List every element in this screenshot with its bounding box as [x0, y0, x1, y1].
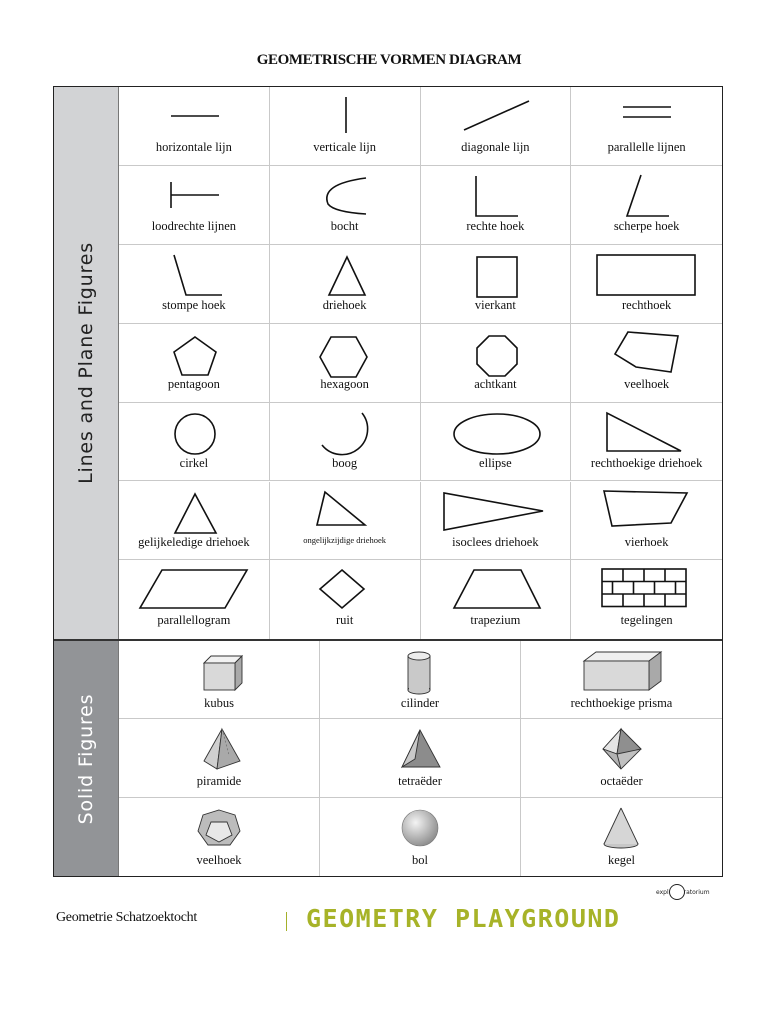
- isosceles-triangle-icon: [421, 482, 572, 540]
- shape-label: gelijkeledige driehoek: [138, 534, 250, 549]
- shape-cell-perpendicular-lines: [119, 166, 270, 245]
- page-title: GEOMETRISCHE VORMEN DIAGRAM: [256, 52, 522, 68]
- obtuse-angle-icon: [119, 245, 270, 303]
- shape-label: bol: [412, 852, 428, 867]
- exploratorium-logo: [656, 889, 710, 896]
- curve-icon: [270, 166, 421, 224]
- right-triangle-icon: [571, 403, 722, 461]
- shape-label: ellipse: [479, 455, 512, 470]
- solid-cell-pyramid: [119, 719, 320, 797]
- shape-label: scherpe hoek: [613, 218, 680, 233]
- shape-cell-circle: [119, 403, 270, 482]
- octahedron-icon: [521, 719, 722, 777]
- pyramid-icon: [119, 719, 320, 777]
- sphere-icon: [320, 798, 521, 856]
- shape-label: verticale lijn: [313, 140, 377, 154]
- parallelogram-icon: [119, 560, 270, 618]
- lines-and-plane-figures-grid: [119, 87, 722, 639]
- shape-label: rechte hoek: [466, 218, 525, 233]
- polygon-icon: [571, 324, 722, 382]
- acute-angle-icon: [571, 166, 722, 224]
- hexagon-icon: [270, 324, 421, 382]
- tessellation-icon: [571, 560, 722, 618]
- shape-label: cilinder: [400, 696, 440, 710]
- solid-cell-cube: [119, 641, 320, 719]
- shape-cell-triangle: [270, 245, 421, 324]
- shape-label: kubus: [204, 696, 234, 710]
- shape-label: parallellogram: [157, 613, 231, 628]
- solid-cell-cone: [521, 798, 722, 876]
- shape-cell-square: [421, 245, 572, 324]
- shape-label: rechthoekige prisma: [570, 696, 673, 710]
- shape-label: stompe hoek: [162, 297, 226, 312]
- shape-label: bocht: [330, 218, 359, 233]
- cube-icon: [119, 641, 320, 699]
- shape-cell-vertical-line: [270, 87, 421, 166]
- shape-label: achtkant: [474, 376, 517, 391]
- shape-label: driehoek: [322, 297, 367, 312]
- shape-cell-hexagon: [270, 324, 421, 403]
- vertical-line-icon: [270, 87, 421, 145]
- shape-label: trapezium: [470, 613, 521, 628]
- rectangular-prism-icon: [521, 641, 722, 699]
- tetrahedron-icon: [320, 719, 521, 777]
- arc-icon: [270, 403, 421, 461]
- section-label-lines: Lines and Plane Figures: [75, 242, 97, 484]
- shape-cell-curve: [270, 166, 421, 245]
- shape-label: veelhoek: [196, 852, 242, 867]
- shape-label: loodrechte lijnen: [151, 218, 237, 233]
- shape-label: kegel: [607, 852, 636, 867]
- shape-label: tetraëder: [398, 774, 442, 789]
- polyhedron-icon: [119, 798, 320, 856]
- shape-cell-right-angle: [421, 166, 572, 245]
- shape-label: diagonale lijn: [461, 140, 530, 154]
- shape-label: veelhoek: [624, 376, 670, 391]
- shape-cell-equilateral-triangle: [119, 482, 270, 561]
- footer-divider: [286, 912, 287, 931]
- shape-label: rechthoekige driehoek: [590, 455, 703, 470]
- shape-label: ruit: [335, 613, 354, 628]
- cylinder-icon: [320, 641, 521, 699]
- shape-cell-acute-angle: [571, 166, 722, 245]
- shape-label: horizontale lijn: [155, 140, 232, 154]
- shape-label: parallelle lijnen: [607, 140, 686, 154]
- shape-cell-pentagon: [119, 324, 270, 403]
- shape-cell-diagonal-line: [421, 87, 572, 166]
- footer-title: Geometrie Schatzoektocht: [56, 910, 197, 925]
- shape-label: boog: [332, 455, 358, 470]
- perpendicular-lines-icon: [119, 166, 270, 224]
- diagonal-line-icon: [421, 87, 572, 145]
- solid-cell-octahedron: [521, 719, 722, 797]
- shape-cell-octagon: [421, 324, 572, 403]
- shape-label: octaëder: [600, 774, 643, 789]
- shape-cell-right-triangle: [571, 403, 722, 482]
- shape-cell-polygon: [571, 324, 722, 403]
- solid-cell-rectangular-prism: [521, 641, 722, 719]
- solid-cell-cylinder: [320, 641, 521, 719]
- shape-cell-scalene-triangle: [270, 482, 421, 561]
- shape-cell-quadrilateral: [571, 482, 722, 561]
- solid-figures-grid: [119, 641, 722, 876]
- triangle-icon: [270, 245, 421, 303]
- shape-label: tegelingen: [620, 613, 673, 628]
- shape-label: isoclees driehoek: [452, 534, 539, 549]
- section-label-solids: Solid Figures: [75, 693, 97, 824]
- quadrilateral-icon: [571, 482, 722, 540]
- shape-cell-isosceles-triangle: [421, 482, 572, 561]
- logo-text-left: expl: [656, 889, 669, 896]
- shape-cell-ellipse: [421, 403, 572, 482]
- shape-cell-obtuse-angle: [119, 245, 270, 324]
- shape-label: ongelijkzijdige driehoek: [303, 534, 387, 545]
- parallel-lines-icon: [571, 87, 722, 145]
- shape-label: vierkant: [474, 297, 516, 312]
- shape-label: pentagoon: [167, 376, 220, 391]
- horizontal-line-icon: [119, 87, 270, 145]
- circle-icon: [119, 403, 270, 461]
- shape-cell-parallel-lines: [571, 87, 722, 166]
- shape-label: hexagoon: [320, 376, 369, 391]
- pentagon-icon: [119, 324, 270, 382]
- shape-label: cirkel: [179, 455, 209, 470]
- trapezoid-icon: [421, 560, 572, 618]
- sidebar-solid-figures: [54, 641, 118, 876]
- shape-cell-rectangle: [571, 245, 722, 324]
- brand-wordmark: GEOMETRY PLAYGROUND: [306, 904, 621, 933]
- shape-cell-arc: [270, 403, 421, 482]
- shape-label: piramide: [196, 774, 242, 789]
- solid-cell-sphere: [320, 798, 521, 876]
- square-icon: [421, 245, 572, 303]
- equilateral-triangle-icon: [119, 482, 270, 540]
- rectangle-icon: [571, 245, 722, 303]
- shape-label: vierhoek: [624, 534, 669, 549]
- logo-text-right: ratorium: [683, 889, 710, 896]
- shape-cell-tessellation: [571, 560, 722, 639]
- rhombus-icon: [270, 560, 421, 618]
- shape-cell-parallelogram: [119, 560, 270, 639]
- ellipse-icon: [421, 403, 572, 461]
- shape-label: rechthoek: [621, 297, 672, 312]
- sidebar-lines-and-plane-figures: [54, 87, 118, 639]
- right-angle-icon: [421, 166, 572, 224]
- solid-cell-polyhedron: [119, 798, 320, 876]
- shape-cell-horizontal-line: [119, 87, 270, 166]
- shape-cell-rhombus: [270, 560, 421, 639]
- solid-cell-tetrahedron: [320, 719, 521, 797]
- shape-cell-trapezoid: [421, 560, 572, 639]
- cone-icon: [521, 798, 722, 856]
- octagon-icon: [421, 324, 572, 382]
- scalene-triangle-icon: [270, 482, 421, 540]
